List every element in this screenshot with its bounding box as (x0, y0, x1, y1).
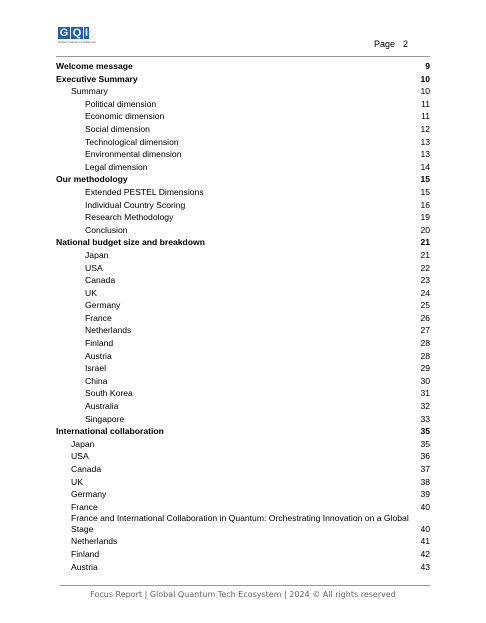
toc-entry-title: Finland (71, 548, 100, 559)
toc-entry[interactable] (56, 425, 430, 438)
toc-entry[interactable] (56, 173, 430, 186)
toc-entry-page: 20 (420, 224, 430, 235)
toc-entry-page: 11 (421, 111, 430, 122)
toc-entry[interactable] (56, 136, 430, 149)
table-of-contents (56, 60, 430, 573)
toc-entry-title: South Korea (85, 388, 133, 399)
toc-entry[interactable] (56, 186, 430, 199)
toc-entry-title: Welcome message (56, 61, 133, 71)
toc-entry-page: 36 (420, 451, 430, 462)
footer-text: Focus Report | Global Quantum Tech Ecosystem | 2024 © All rights reserved (90, 590, 396, 599)
toc-entry[interactable] (56, 249, 430, 262)
toc-entry[interactable] (56, 262, 430, 275)
toc-entry-title: Individual Country Scoring (85, 199, 186, 210)
toc-entry-title: Finland (85, 338, 114, 349)
toc-entry-title: Executive Summary (56, 73, 138, 84)
toc-entry[interactable] (56, 123, 430, 136)
toc-entry[interactable] (56, 60, 430, 73)
toc-entry[interactable] (56, 73, 430, 86)
toc-entry-title: Our methodology (56, 174, 128, 185)
footer-divider (60, 585, 430, 586)
toc-entry[interactable] (56, 312, 430, 325)
gqi-logo (58, 27, 98, 47)
toc-entry-title: Legal dimension (85, 161, 148, 172)
header-divider (56, 56, 430, 57)
toc-entry[interactable] (56, 561, 430, 574)
toc-entry[interactable] (56, 513, 430, 535)
logo-letter: I (84, 27, 89, 39)
toc-entry-title: Conclusion (85, 224, 128, 235)
toc-entry-page: 35 (420, 438, 430, 449)
toc-entry[interactable] (56, 337, 430, 350)
toc-entry-page: 43 (420, 561, 430, 572)
toc-entry[interactable] (56, 287, 430, 300)
toc-entry-title: Political dimension (85, 98, 157, 109)
toc-entry-title: Israel (85, 363, 107, 374)
toc-entry-title: International collaboration (56, 426, 164, 437)
toc-entry-page: 40 (420, 501, 430, 512)
toc-entry-page: 24 (420, 287, 430, 298)
toc-entry-page: 11 (421, 98, 430, 109)
toc-entry[interactable] (56, 535, 430, 548)
toc-entry[interactable] (56, 350, 430, 363)
toc-entry-page: 12 (420, 123, 430, 134)
toc-entry[interactable] (56, 199, 430, 212)
toc-entry-page: 39 (420, 489, 430, 500)
toc-entry-page: 30 (420, 375, 430, 386)
toc-entry-title: Netherlands (71, 536, 118, 547)
toc-entry[interactable] (56, 274, 430, 287)
toc-entry-title: Australia (85, 401, 119, 412)
toc-entry-title: Japan (85, 249, 109, 260)
toc-entry-page: 27 (420, 325, 430, 336)
logo-letters (58, 27, 98, 39)
toc-entry-title: Singapore (85, 413, 125, 424)
toc-entry[interactable] (56, 400, 430, 413)
toc-entry-page: 25 (420, 300, 430, 311)
toc-entry-page: 14 (420, 161, 430, 172)
toc-entry-page: 10 (420, 73, 430, 84)
toc-entry-page: 35 (420, 426, 430, 437)
toc-entry-page: 29 (420, 363, 430, 374)
toc-entry[interactable] (56, 148, 430, 161)
toc-entry-title: Economic dimension (85, 111, 165, 122)
toc-entry[interactable] (56, 375, 430, 388)
toc-entry-page: 32 (420, 401, 430, 412)
logo-letter: G (59, 27, 69, 39)
toc-entry-page: 15 (420, 174, 430, 185)
toc-entry-page: 10 (420, 86, 430, 97)
toc-entry-page: 26 (420, 312, 430, 323)
toc-entry-title: France (71, 501, 98, 512)
toc-entry[interactable] (56, 299, 430, 312)
toc-entry-page: 19 (420, 212, 430, 223)
toc-entry-page: 28 (420, 338, 430, 349)
toc-entry-page: 22 (420, 262, 430, 273)
toc-entry[interactable] (56, 450, 430, 463)
toc-entry-title: Research Methodology (85, 212, 174, 223)
toc-entry[interactable] (56, 501, 430, 514)
toc-entry[interactable] (56, 211, 430, 224)
toc-entry[interactable] (56, 85, 430, 98)
toc-entry-title: Canada (71, 464, 102, 474)
toc-entry[interactable] (56, 438, 430, 451)
toc-entry[interactable] (56, 413, 430, 426)
toc-entry[interactable] (56, 98, 430, 111)
toc-entry-title: China (85, 375, 108, 386)
toc-entry-page: 13 (420, 136, 430, 147)
toc-entry-title: UK (71, 476, 83, 487)
toc-entry-title: Japan (71, 438, 95, 449)
toc-entry-page: 33 (420, 413, 430, 424)
logo-subtitle: Global Quantum Intelligence (58, 40, 96, 44)
page-label: Page (373, 39, 395, 49)
toc-entry[interactable] (56, 110, 430, 123)
toc-entry-title: Germany (71, 489, 107, 500)
toc-entry-title: Extended PESTEL Dimensions (85, 186, 204, 197)
toc-entry[interactable] (56, 463, 430, 476)
toc-entry-title: USA (85, 262, 103, 273)
toc-entry-title: Canada (85, 275, 116, 286)
toc-entry-title: Technological dimension (85, 136, 179, 147)
toc-entry-page: 13 (420, 149, 430, 160)
toc-entry[interactable] (56, 362, 430, 375)
page-number: 2 (402, 39, 408, 49)
toc-entry-title: USA (71, 451, 89, 462)
toc-entry-title: Environmental dimension (85, 149, 182, 160)
toc-entry-title: Germany (85, 300, 121, 311)
toc-entry-page: 23 (420, 275, 430, 286)
toc-entry[interactable] (56, 224, 430, 237)
toc-entry-page: 15 (420, 186, 430, 197)
toc-entry-page: 9 (425, 61, 430, 71)
toc-entry[interactable] (56, 387, 430, 400)
page-indicator (374, 39, 408, 49)
toc-entry-title: UK (85, 287, 97, 298)
toc-entry[interactable] (56, 324, 430, 337)
toc-entry-page: 21 (420, 237, 430, 248)
toc-entry-title: National budget size and breakdown (56, 237, 205, 248)
toc-entry-page: 37 (420, 464, 430, 474)
toc-entry-page: 40 (420, 524, 430, 535)
toc-entry-title: Summary (71, 86, 108, 97)
toc-entry-title: Austria (71, 561, 98, 572)
toc-entry-title: France and International Collaboration in Quantum: Orchestrating Innovation on a Global Stage (71, 513, 409, 535)
toc-entry-title: Netherlands (85, 325, 132, 336)
toc-entry-page: 16 (420, 199, 430, 210)
toc-entry[interactable] (56, 548, 430, 561)
toc-entry-title: France (85, 312, 112, 323)
toc-entry-page: 28 (420, 350, 430, 361)
logo-letter: Q (72, 27, 82, 39)
toc-entry-page: 21 (420, 249, 430, 260)
toc-entry[interactable] (56, 476, 430, 489)
toc-entry[interactable] (56, 488, 430, 501)
toc-entry-title: Social dimension (85, 123, 150, 134)
toc-entry-title: Austria (85, 350, 112, 361)
toc-entry-page: 41 (420, 536, 430, 547)
toc-entry-page: 31 (420, 388, 430, 399)
toc-entry[interactable] (56, 236, 430, 249)
toc-entry-page: 42 (420, 548, 430, 559)
toc-entry-page: 38 (420, 476, 430, 487)
toc-entry[interactable] (56, 161, 430, 174)
